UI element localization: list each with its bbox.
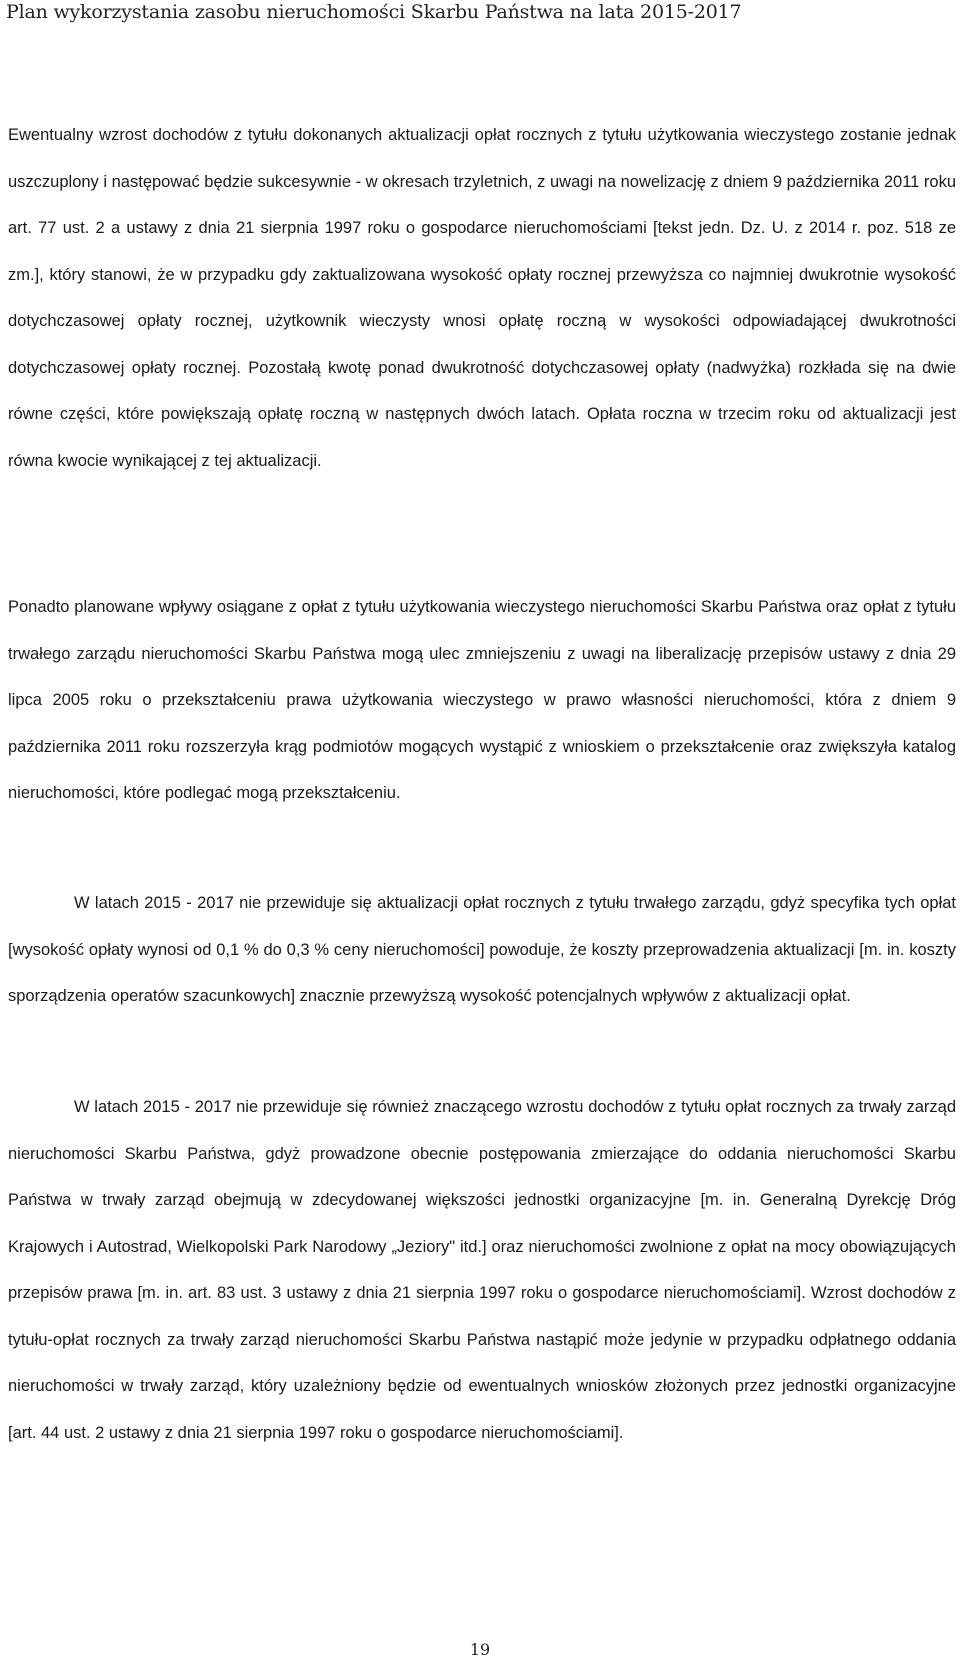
paragraph-perpetual-usufruct-fee-increase: Ewentualny wzrost dochodów z tytułu dokonanych aktualizacji opłat rocznych z tytułu użytkowania wieczystego zostanie jednak uszczuplony i następować będzie sukcesywnie - w okresach trzyletnich, z uwagi na nowelizację z dniem 9 października 2011 roku art. 77 ust. 2 a ustawy z dnia 21 sierpnia 1997 roku o gospodarce nieruchomościami [tekst jedn. Dz. U. z 2014 r. poz. 518 ze zm.], który stanowi, że w przypadku gdy zaktualizowana wysokość opłaty rocznej przewyższa co najmniej dwukrotnie wysokość dotychczasowej opłaty rocznej, użytkownik wieczysty wnosi opłatę roczną w wysokości odpowiadającej dwukrotności dotychczasowej opłaty rocznej. Pozostałą kwotę ponad dwukrotność dotychczasowej opłaty (nadwyżka) rozkłada się na dwie równe części, które powiększają opłatę roczną w następnych dwóch latach. Opłata roczna w trzecim roku od aktualizacji jest równa kwocie wynikającej z tej aktualizacji. — [8, 126, 957, 470]
document-header-title: Plan wykorzystania zasobu nieruchomości Skarbu Państwa na lata 2015-2017 — [6, 1, 742, 23]
header-separator — [0, 30, 960, 31]
paragraph-no-trust-management-fee-update: W latach 2015 - 2017 nie przewiduje się aktualizacji opłat rocznych z tytułu trwałego zarządu, gdyż specyfika tych opłat [wysokość opłaty wynosi od 0,1 % do 0,3 % ceny nieruchomości] powoduje, że koszty przeprowadzenia aktualizacji [m. in. koszty sporządzenia operatów szacunkowych] znacznie przewyższą wysokość potencjalnych wpływów z aktualizacji opłat. — [8, 894, 956, 1005]
page-number: 19 — [469, 1640, 491, 1659]
paragraph-no-income-growth-trust-management: W latach 2015 - 2017 nie przewiduje się również znaczącego wzrostu dochodów z tytułu opłat rocznych za trwały zarząd nieruchomości Skarbu Państwa, gdyż prowadzone obecnie postępowania zmierzające do oddania nieruchomości Skarbu Państwa w trwały zarząd obejmują w zdecydowanej większości jednostki organizacyjne [m. in. Generalną Dyrekcję Dróg Krajowych i Autostrad, Wielkopolski Park Narodowy „Jeziory" itd.] oraz nieruchomości zwolnione z opłat na mocy obowiązujących przepisów prawa [m. in. art. 83 ust. 3 ustawy z dnia 21 sierpnia 1997 roku o gospodarce nieruchomościami]. Wzrost dochodów z tytułu-opłat rocznych za trwały zarząd nieruchomości Skarbu Państwa nastąpić może jedynie w przypadku odpłatnego oddania nieruchomości w trwały zarząd, który uzależniony będzie od ewentualnych wniosków złożonych przez jednostki organizacyjne [art. 44 ust. 2 ustawy z dnia 21 sierpnia 1997 roku o gospodarce nieruchomościami]. — [8, 1098, 956, 1442]
paragraph-conversion-liberalization: Ponadto planowane wpływy osiągane z opłat z tytułu użytkowania wieczystego nieruchomości Skarbu Państwa oraz opłat z tytułu trwałego zarządu nieruchomości Skarbu Państwa mogą ulec zmniejszeniu z uwagi na liberalizację przepisów ustawy z dnia 29 lipca 2005 roku o przekształceniu prawa użytkowania wieczystego w prawo własności nieruchomości, która z dniem 9 października 2011 roku rozszerzyła krąg podmiotów mogących wystąpić z wnioskiem o przekształcenie oraz zwiększyła katalog nieruchomości, które podlegać mogą przekształceniu. — [8, 598, 956, 802]
